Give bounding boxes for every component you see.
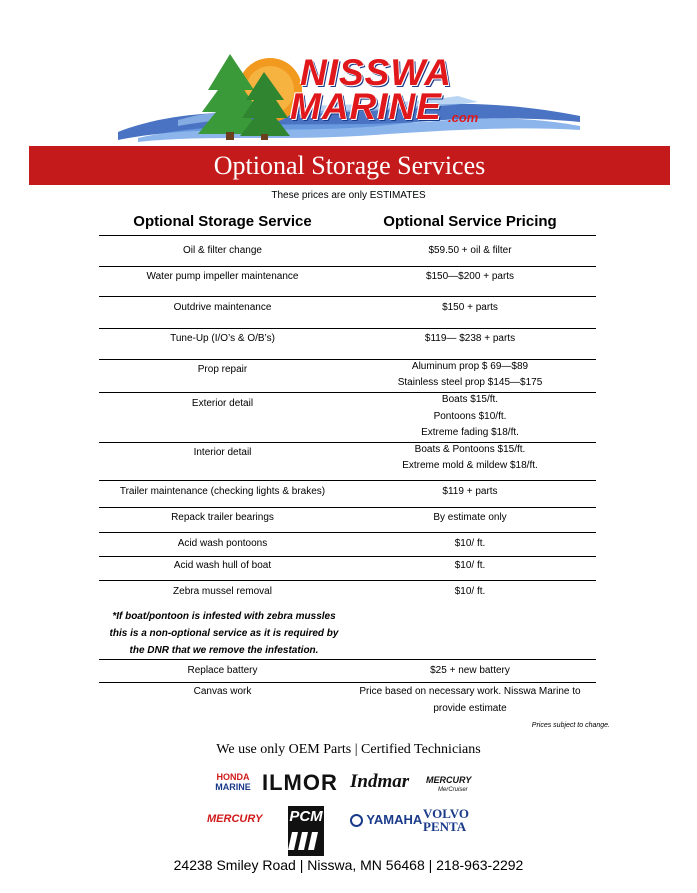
table-row-service: Zebra mussel removal	[173, 586, 272, 597]
honda-text: HONDA	[216, 772, 250, 782]
table-row-price: Price based on necessary work. Nisswa Marine to	[359, 686, 581, 697]
table-row-price: $10/ ft.	[454, 560, 486, 571]
oem-line: We use only OEM Parts | Certified Technicians	[216, 742, 481, 757]
volvo-text: VOLVO	[423, 806, 469, 821]
zebra-note-line: *If boat/pontoon is infested with zebra mussles	[112, 611, 336, 622]
table-row-price: $150—$200 + parts	[425, 271, 515, 282]
nisswa-marine-logo	[118, 50, 580, 142]
table-row-service: Replace battery	[187, 665, 258, 676]
table-row-service: Acid wash hull of boat	[173, 560, 272, 571]
table-rule	[99, 480, 596, 481]
table-row-price: $10/ ft.	[454, 538, 486, 549]
table-row-service: Canvas work	[193, 686, 252, 697]
marine-text: MARINE	[215, 782, 251, 792]
table-row-price: $119— $238 + parts	[424, 333, 516, 344]
pcm-logo	[288, 806, 324, 856]
table-row-service: Exterior detail	[191, 398, 254, 409]
table-row-service: Tune-Up (I/O’s & O/B’s)	[170, 333, 275, 344]
table-rule	[99, 266, 596, 267]
table-rule	[99, 235, 596, 236]
table-row-service: Interior detail	[193, 447, 252, 458]
table-rule	[99, 659, 596, 660]
table-row-service: Water pump impeller maintenance	[146, 271, 299, 282]
table-row-price: By estimate only	[433, 512, 507, 523]
column-header-service: Optional Storage Service	[133, 213, 312, 230]
table-row-price: $119 + parts	[442, 486, 498, 497]
mercury-mercruiser-logo	[426, 775, 471, 795]
table-row-service: Prop repair	[197, 364, 248, 375]
mercury-logo: MERCURY	[207, 813, 263, 825]
logo-line-1: NISSWA	[300, 52, 452, 93]
volvo-penta-logo	[423, 807, 469, 833]
zebra-note-line: this is a non-optional service as it is required by	[109, 628, 339, 639]
table-row-price: $59.50 + oil & filter	[428, 245, 512, 256]
table-rule	[99, 580, 596, 581]
table-row-price: Pontoons $10/ft.	[433, 411, 507, 422]
yamaha-logo	[350, 812, 422, 827]
pcm-stripes-icon	[288, 828, 324, 854]
table-row-service: Oil & filter change	[183, 245, 262, 256]
zebra-mussel-note	[104, 608, 344, 659]
table-row-price: Extreme mold & mildew $18/ft.	[402, 460, 538, 471]
table-rule	[99, 296, 596, 297]
table-row-price: Stainless steel prop $145—$175	[397, 377, 543, 388]
indmar-logo: Indmar	[350, 771, 410, 792]
table-row-service: Outdrive maintenance	[173, 302, 272, 313]
page-title: Optional Storage Services	[29, 146, 670, 185]
yamaha-text: YAMAHA	[366, 812, 423, 827]
penta-text: PENTA	[423, 819, 467, 834]
logo-line-2: MARINE	[290, 86, 442, 127]
table-row-price: Aluminum prop $ 69—$89	[411, 361, 529, 372]
zebra-note-line: the DNR that we remove the infestation.	[129, 645, 319, 656]
table-row-service: Acid wash pontoons	[177, 538, 268, 549]
table-row-price: provide estimate	[433, 703, 507, 714]
table-row-price: Boats $15/ft.	[441, 394, 499, 405]
table-row-price: $150 + parts	[442, 302, 498, 313]
table-row-price: $10/ ft.	[454, 586, 486, 597]
table-rule	[99, 507, 596, 508]
yamaha-emblem-icon	[350, 814, 363, 827]
pcm-text: PCM	[289, 808, 323, 825]
logo-suffix: .com	[448, 110, 479, 125]
column-header-pricing: Optional Service Pricing	[383, 213, 557, 230]
table-row-price: $25 + new battery	[430, 665, 510, 676]
table-row-price: Boats & Pontoons $15/ft.	[414, 444, 526, 455]
table-rule	[99, 328, 596, 329]
table-rule	[99, 532, 596, 533]
table-row-price: Extreme fading $18/ft.	[421, 427, 519, 438]
prices-subject-note: Prices subject to change.	[531, 722, 610, 729]
table-row-service: Trailer maintenance (checking lights & brakes)	[119, 486, 326, 497]
table-row-service: Repack trailer bearings	[171, 512, 274, 523]
estimate-note: These prices are only ESTIMATES	[271, 190, 426, 201]
mercruiser-text: MerCruiser	[438, 787, 468, 793]
table-rule	[99, 682, 596, 683]
ilmor-logo: ILMOR	[262, 770, 338, 795]
mercury-text: MERCURY	[426, 775, 472, 785]
footer-address: 24238 Smiley Road | Nisswa, MN 56468 | 218-963-2292	[173, 857, 524, 873]
honda-marine-logo	[209, 772, 257, 792]
table-rule	[99, 556, 596, 557]
